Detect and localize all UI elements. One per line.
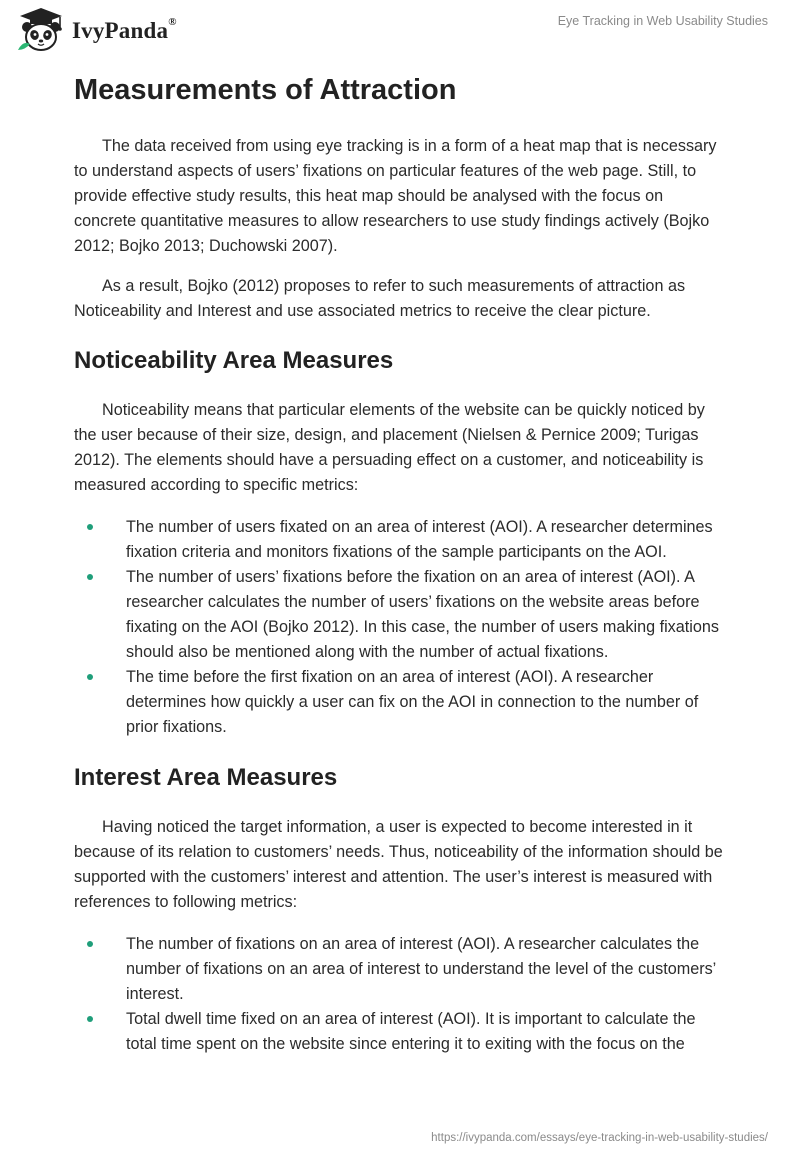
brand-logo[interactable]	[14, 6, 177, 56]
list-item	[74, 665, 726, 740]
document-title: Eye Tracking in Web Usability Studies	[557, 14, 768, 28]
bullet-icon	[87, 524, 93, 530]
section-heading-interest: Interest Area Measures	[74, 764, 338, 791]
interest-paragraph: Having noticed the target information, a user is expected to become interested in it because of its relation to customers’ needs. Thus, noticeability of the information should be supported with the customers’ interest and attention. The user’s interest is measured with references to following metrics:	[74, 818, 723, 911]
interest-list	[74, 932, 726, 1057]
noticeability-paragraph: Noticeability means that particular elements of the website can be quickly noticed by the user because of their size, design, and placement (Nielsen & Pernice 2009; Turigas 2012). The elements should have a persuading effect on a customer, and noticeability is measured according to specific metrics:	[74, 401, 705, 494]
list-item	[74, 565, 726, 665]
noticeability-list	[74, 515, 726, 740]
bullet-icon	[87, 574, 93, 580]
list-item-text: Total dwell time fixed on an area of interest (AOI). It is important to calculate the total time spent on the website since entering it to exiting with the focus on the	[126, 1010, 696, 1053]
source-url-link[interactable]: https://ivypanda.com/essays/eye-tracking-in-web-usability-studies/	[431, 1132, 768, 1144]
list-item-text: The time before the first fixation on an area of interest (AOI). A researcher determines how quickly a user can fix on the AOI in connection to the number of prior fixations.	[126, 668, 699, 736]
bullet-icon	[87, 1016, 93, 1022]
page-header	[0, 0, 800, 66]
list-item	[74, 515, 726, 565]
bullet-icon	[87, 941, 93, 947]
panda-graduate-icon	[14, 6, 68, 56]
list-item	[74, 932, 726, 1007]
list-item-text: The number of users’ fixations before the fixation on an area of interest (AOI). A researcher calculates the number of users’ fixations on the website areas before fixating on the AOI (Bojko 2012). In this case, the number of users making fixations should also be mentioned along with the number of actual fixations.	[126, 568, 719, 661]
list-item-text: The number of fixations on an area of interest (AOI). A researcher calculates the number of fixations on an area of interest to understand the level of the customers’ interest.	[126, 935, 716, 1003]
intro-paragraph-1: The data received from using eye tracking is in a form of a heat map that is necessary to understand aspects of users’ fixations on particular features of the web page. Still, to provide effective study results, this heat map should be analysed with the focus on concrete quantitative measures to allow researchers to use study findings actively (Bojko 2012; Bojko 2013; Duchowski 2007).	[74, 137, 717, 255]
intro-paragraph-2: As a result, Bojko (2012) proposes to refer to such measurements of attraction as Noticeability and Interest and use associated metrics to receive the clear picture.	[74, 277, 686, 320]
section-heading-noticeability: Noticeability Area Measures	[74, 347, 394, 374]
page-title: Measurements of Attraction	[74, 74, 457, 106]
brand-name: IvyPanda®	[72, 16, 177, 43]
bullet-icon	[87, 674, 93, 680]
article-body	[74, 70, 726, 1057]
list-item	[74, 1007, 726, 1057]
list-item-text: The number of users fixated on an area of interest (AOI). A researcher determines fixation criteria and monitors fixations of the sample participants on the AOI.	[126, 518, 713, 561]
